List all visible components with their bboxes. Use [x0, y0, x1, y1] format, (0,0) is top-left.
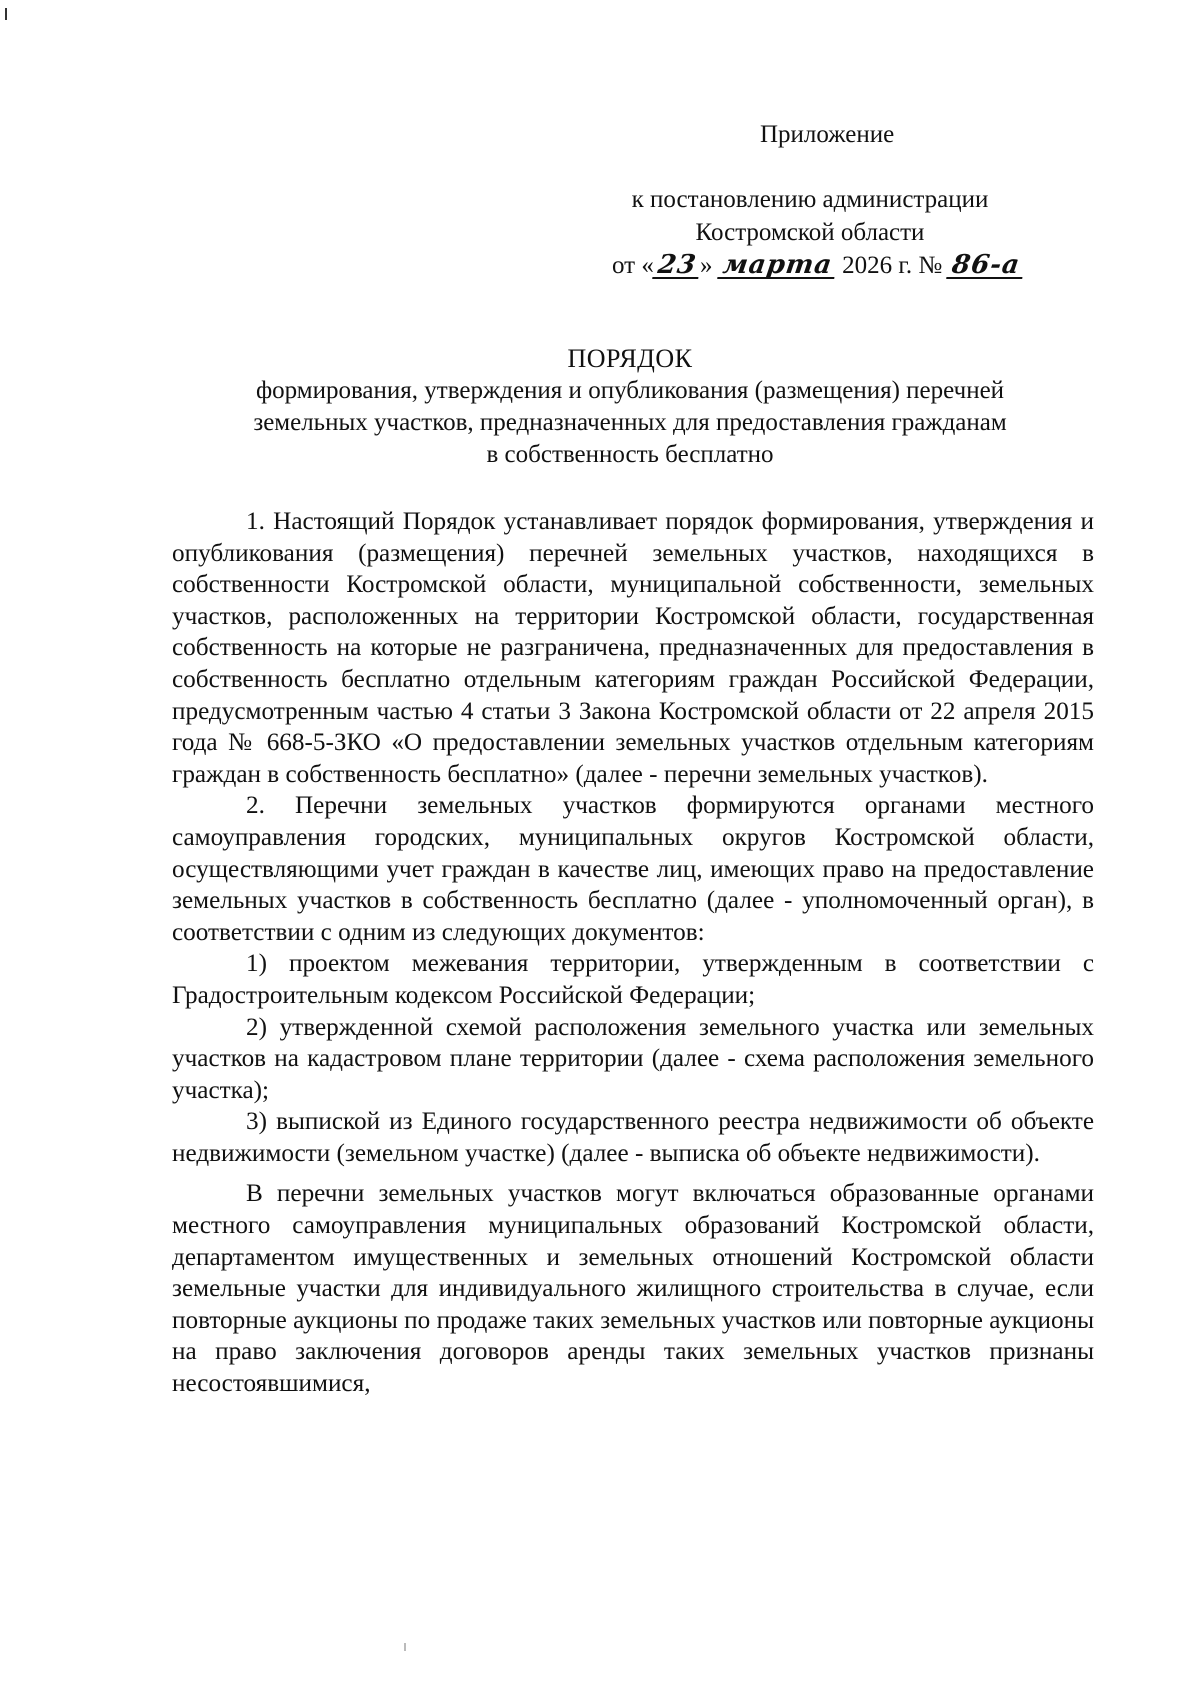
list-item-2: 2) утвержденной схемой расположения земельного участка или земельных участков на кадастровом плане территории (далее - схема расположения земельного участка);	[172, 1013, 1094, 1104]
appendix-label: Приложение	[760, 121, 895, 148]
date-year: 2026 г. №	[842, 252, 943, 279]
document-subtitle-line-3: в собственность бесплатно	[486, 441, 774, 468]
scan-edge-mark	[5, 8, 7, 20]
document-subtitle-line-1: формирования, утверждения и опубликования (размещения) перечней	[255, 377, 1005, 404]
list-item-3: 3) выпиской из Единого государственного реестра недвижимости об объекте недвижимости (земельном участке) (далее - выписка об объекте недвижимости).	[172, 1108, 1094, 1167]
document-title: ПОРЯДОК	[567, 344, 693, 373]
decree-reference-line-1: к постановлению администрации	[631, 186, 989, 213]
handwritten-decree-number: 86-а	[947, 253, 1026, 279]
decree-reference-line-2: Костромской области	[695, 219, 925, 246]
decree-reference	[600, 183, 1020, 249]
paragraph-1: 1. Настоящий Порядок устанавливает порядок формирования, утверждения и опубликования (размещения) перечней земельных участков, находящихся в собственности Костромской области, муниципальной собственности, земельных участков, расположенных на территории Костромской области, государственная собственность на которые не разграничена, предназначенных для предоставления в собственность бесплатно отдельным категориям граждан Российской Федерации, предусмотренным частью 4 статьи 3 Закона Костромской области от 22 апреля 2015 года № 668-5-ЗКО «О предоставлении земельных участков отдельным категориям граждан в собственность бесплатно» (далее - перечни земельных участков).	[172, 508, 1094, 788]
paragraph-2: 2. Перечни земельных участков формируются органами местного самоуправления городских, муниципальных округов Костромской области, осуществляющими учет граждан в качестве лиц, имеющих право на предоставление земельных участков в собственность бесплатно (далее - уполномоченный орган), в соответствии с одним из следующих документов:	[172, 792, 1094, 946]
list-item-1: 1) проектом межевания территории, утвержденным в соответствии с Градостроительным кодексом Российской Федерации;	[172, 950, 1094, 1009]
document-body	[172, 506, 1094, 1400]
date-prefix: от «	[612, 252, 654, 279]
date-quote-close: »	[700, 252, 713, 279]
handwritten-day: 23	[652, 253, 702, 279]
handwritten-month: марта	[717, 253, 838, 279]
paragraph-3: В перечни земельных участков могут включаться образованные органами местного самоуправления муниципальных образований Костромской области, департаментом имущественных и земельных отношений Костромской области земельные участки для индивидуального жилищного строительства в случае, если повторные аукционы по продаже таких земельных участков или повторные аукционы на право заключения договоров аренды таких земельных участков признаны несостоявшимися,	[172, 1180, 1094, 1398]
decree-date-line	[612, 249, 1024, 282]
scan-artifact	[404, 1643, 406, 1651]
document-subtitle-line-2: земельных участков, предназначенных для предоставления гражданам	[253, 409, 1007, 436]
document-title-block	[150, 343, 1110, 471]
